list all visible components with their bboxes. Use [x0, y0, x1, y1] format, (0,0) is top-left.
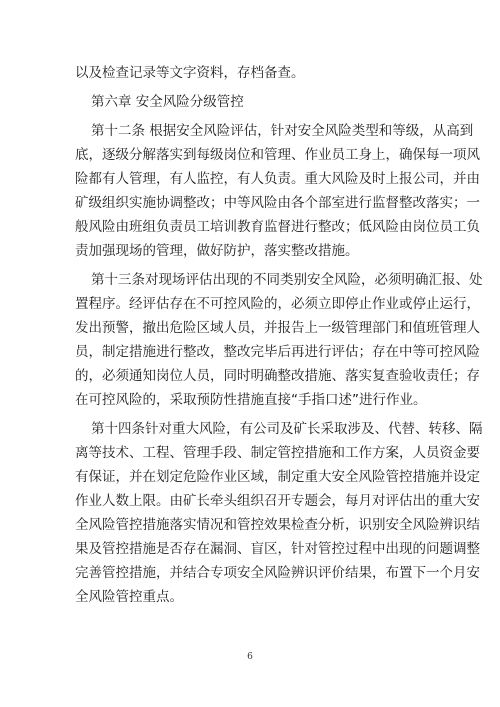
article-12-line-4: 矿级组织实施协调整改；中等风险由各个部室进行监督整改落实；一 — [75, 195, 480, 211]
article-14-line-1: 第十四条针对重大风险，有公司及矿长采取涉及、代替、转移、隔 — [91, 421, 483, 437]
article-13-line-4: 员，制定措施进行整改，整改完毕后再进行评估；存在中等可控风险 — [75, 344, 480, 360]
article-13-line-2: 置程序。经评估存在不可控风险的，必须立即停止作业或停止运行， — [75, 296, 480, 312]
article-14-line-3: 有保证，并在划定危险作业区域，制定重大安全风险管控措施并设定 — [75, 469, 480, 485]
article-14-line-5: 全风险管控措施落实情况和管控效果检查分析，识别安全风险辨识结 — [75, 517, 480, 533]
article-12-line-1: 第十二条 根据安全风险评估，针对安全风险类型和等级，从高到 — [91, 123, 474, 139]
article-14-line-2: 离等技术、工程、管理手段、制定管控措施和工作方案，人员资金要 — [75, 445, 480, 461]
article-12-line-3: 险都有人管理，有人监控，有人负责。重大风险及时上报公司，并由 — [75, 171, 480, 187]
article-12-line-5: 般风险由班组负责员工培训教育监督进行整改；低风险由岗位员工负 — [75, 219, 480, 235]
article-14-line-8: 全风险管控重点。 — [75, 589, 183, 605]
paragraph-line-1: 以及检查记录等文字资料，存档备查。 — [75, 65, 305, 81]
page-number: 6 — [247, 652, 253, 662]
chapter-heading: 第六章 安全风险分级管控 — [91, 94, 244, 110]
article-14-line-4: 作业人数上限。由矿长牵头组织召开专题会，每月对评估出的重大安 — [75, 493, 480, 509]
article-13-line-3: 发出预警，撤出危险区域人员，并报告上一级管理部门和值班管理人 — [75, 320, 480, 336]
article-13-line-1: 第十三条对现场评估出现的不同类别安全风险，必须明确汇报、处 — [91, 272, 483, 288]
article-14-line-6: 果及管控措施是否存在漏洞、盲区，针对管控过程中出现的问题调整 — [75, 541, 480, 557]
article-13-line-5: 的，必须通知岗位人员，同时明确整改措施、落实复查验收责任；存 — [75, 368, 480, 384]
article-12-line-2: 底，逐级分解落实到每级岗位和管理、作业员工身上，确保每一项风 — [75, 147, 480, 163]
article-14-line-7: 完善管控措施，并结合专项安全风险辨识评价结果，布置下一个月安 — [75, 565, 480, 581]
article-12-line-6: 责加强现场的管理，做好防护，落实整改措施。 — [75, 243, 359, 259]
article-13-line-6: 在可控风险的，采取预防性措施直接“手指口述”进行作业。 — [75, 392, 427, 408]
